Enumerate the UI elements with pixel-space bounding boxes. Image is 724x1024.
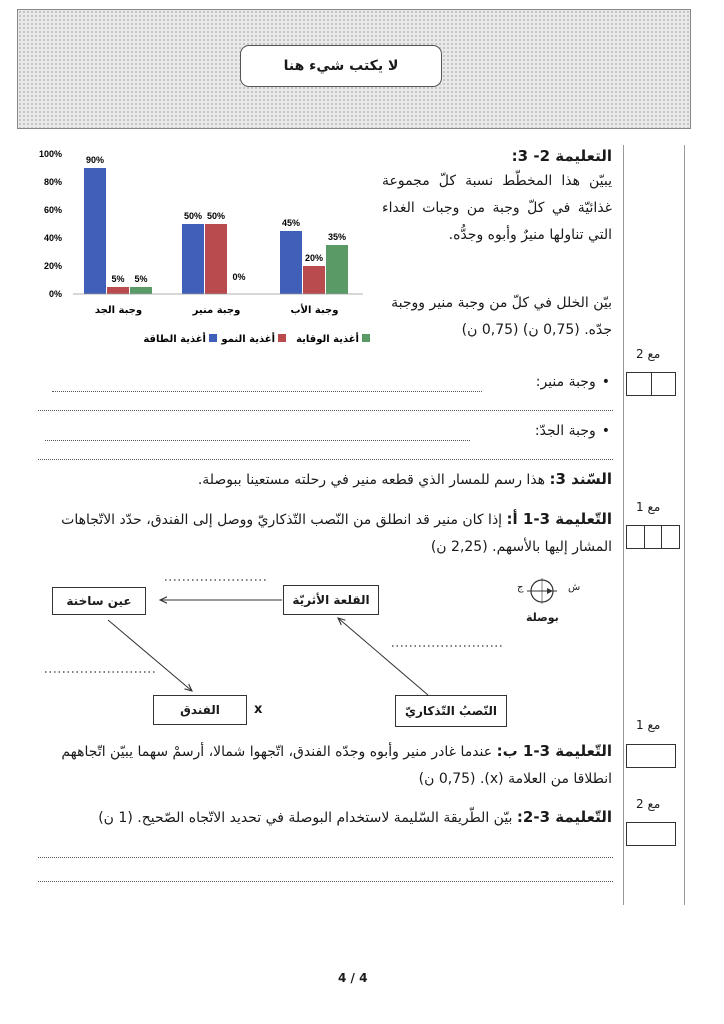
compass-label: بوصلة <box>526 611 559 624</box>
instruction-3-1b-text: عندما غادر منير وأبوه وجدّه الفندق، اتّجهوا شمالا، أرسمْ سهما يبيّن اتّجاههم انطلاقا من العلامة (x). (0,75 ن) <box>61 744 612 787</box>
instruction-3-2-text: بيّن الطّريقة السّليمة لاستخدام البوصلة في تحديد الاتّجاه الصّحيح. (1 ن) <box>98 810 513 826</box>
instruction-3-1b <box>48 738 612 793</box>
node-castle: القلعة الأثريّة <box>283 585 379 615</box>
instruction-3-2-heading: التّعليمة 3-2: <box>516 808 612 826</box>
data-label: 20% <box>304 253 324 263</box>
answer-line[interactable] <box>38 410 613 411</box>
legend-label: أغذية الطاقة <box>143 334 206 345</box>
grade-box[interactable] <box>626 525 680 549</box>
answer-line[interactable] <box>52 391 482 392</box>
answer-line[interactable] <box>38 881 613 882</box>
bar <box>303 266 325 294</box>
node-hot-spring: عين ساخنة <box>52 587 146 615</box>
data-label: 90% <box>85 155 105 165</box>
no-write-box <box>240 45 442 87</box>
category-label: وجبة منير <box>192 305 241 316</box>
bar <box>84 168 106 294</box>
y-tick-label: 80% <box>43 177 62 187</box>
bullet-munir-label: وجبة منير: <box>535 374 596 390</box>
category-label: وجبة الأب <box>290 305 339 316</box>
answer-line[interactable] <box>45 440 470 441</box>
data-label: 45% <box>281 218 301 228</box>
instruction-3-1b-heading: التّعليمة 3-1 ب: <box>496 742 612 760</box>
legend-label: أغذية النمو <box>221 334 275 345</box>
document-3-text: هذا رسم للمسار الذي قطعه منير في رحلته مستعينا ببوصلة. <box>197 472 546 488</box>
y-tick-label: 60% <box>43 205 62 215</box>
grade-label: مع 2 <box>636 797 661 811</box>
y-tick-label: 20% <box>43 261 62 271</box>
grade-box[interactable] <box>626 822 676 846</box>
arrow-spring-to-hotel <box>108 620 192 691</box>
instruction-2-3-task: بيّن الخلل في كلّ من وجبة منير ووجبة جدّه. (0,75 ن) (0,75 ن) <box>391 295 612 338</box>
no-write-label: لا يكتب شيء هنا <box>283 58 399 74</box>
instruction-3-2 <box>30 804 612 832</box>
grade-box[interactable] <box>626 744 676 768</box>
bar <box>107 287 129 294</box>
node-monument: النّصبُ التّذكاريّ <box>395 695 507 727</box>
arrow-monument-to-castle <box>338 618 428 695</box>
grade-label: مع 1 <box>636 718 661 732</box>
bullet-grandfather-label: وجبة الجدّ: <box>534 423 596 439</box>
instruction-2-3-heading: التعليمة 2- 3: <box>511 147 612 165</box>
answer-line[interactable] <box>38 459 613 460</box>
compass-icon <box>527 578 557 604</box>
x-mark: x <box>254 702 263 717</box>
data-label: 0% <box>232 272 246 282</box>
page-number: 4 / 4 <box>338 971 368 985</box>
compass-north-label: ش <box>568 582 581 593</box>
bar <box>326 245 348 294</box>
y-tick-label: 40% <box>43 233 62 243</box>
legend-swatch <box>278 334 286 342</box>
y-tick-label: 0% <box>48 289 62 299</box>
margin-line <box>684 145 685 905</box>
grade-box[interactable] <box>626 372 676 396</box>
legend-swatch <box>209 334 217 342</box>
data-label: 35% <box>327 232 347 242</box>
food-groups-chart <box>28 140 378 350</box>
bar <box>280 231 302 294</box>
data-label: 50% <box>206 211 226 221</box>
bar <box>130 287 152 294</box>
instruction-3-1a <box>30 506 612 561</box>
data-label: 5% <box>134 274 148 284</box>
bullet-munir: •وجبة منير: <box>535 374 610 390</box>
data-label: 5% <box>111 274 125 284</box>
compass-south-label: ج <box>517 582 524 593</box>
grade-label: مع 2 <box>636 347 661 361</box>
bullet-grandfather: •وجبة الجدّ: <box>534 423 610 439</box>
document-3-heading: السّند 3: <box>549 470 612 488</box>
instruction-3-1a-text: إذا كان منير قد انطلق من النّصب التّذكاريّ ووصل إلى الفندق، حدّد الاتّجاهات المشار إليها بالأسهم. (2,25 ن) <box>61 512 612 555</box>
node-hotel: الفندق <box>153 695 247 725</box>
instruction-2-3-text: يبيّن هذا المخطّط نسبة كلّ مجموعة غذائيّة في كلّ وجبة من وجبات الغداء التي تناولها منيرٌ وأبوه وجدُّه. <box>382 173 612 243</box>
legend-swatch <box>362 334 370 342</box>
data-label: 50% <box>183 211 203 221</box>
legend-label: أغذية الوقاية <box>296 334 359 345</box>
grade-label: مع 1 <box>636 500 661 514</box>
bar <box>182 224 204 294</box>
margin-line <box>623 145 624 905</box>
bar <box>205 224 227 294</box>
document-3 <box>60 466 612 494</box>
y-tick-label: 100% <box>38 149 62 159</box>
category-label: وجبة الجد <box>94 305 143 316</box>
instruction-3-1a-heading: التّعليمة 3-1 أ: <box>506 510 612 528</box>
answer-line[interactable] <box>38 857 613 858</box>
